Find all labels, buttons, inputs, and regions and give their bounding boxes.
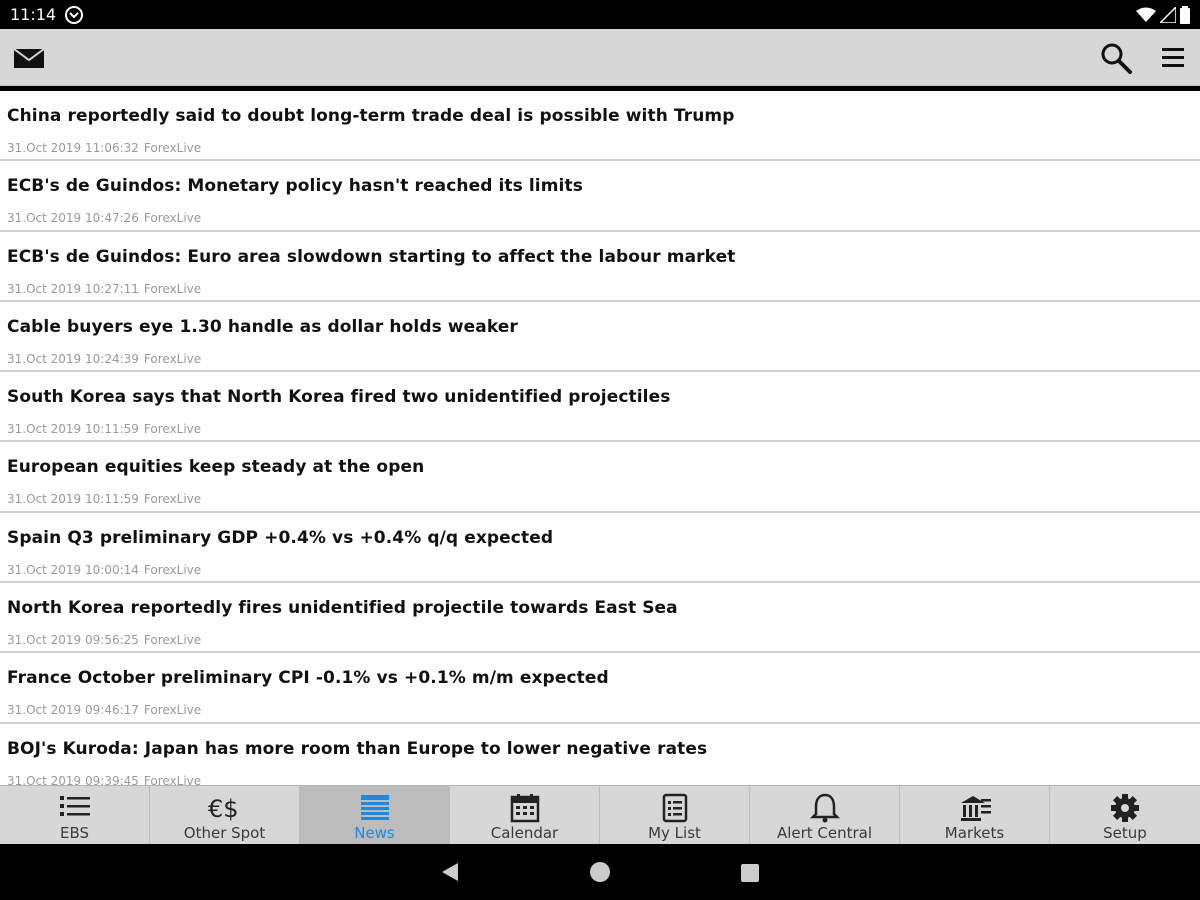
markets-icon [958,793,992,823]
news-title: European equities keep steady at the open [7,457,425,478]
news-meta [7,211,201,225]
news-source: ForexLive [143,281,202,296]
search-icon[interactable] [1100,42,1132,74]
news-time: 31.Oct 2019 10:11:59 [7,422,139,437]
news-item[interactable] [0,372,1200,442]
news-title: ECB's de Guindos: Monetary policy hasn't reached its limits [7,176,583,197]
menu-icon[interactable] [1160,44,1186,70]
news-time: 31.Oct 2019 09:46:17 [7,703,139,718]
wifi-icon [1136,7,1156,23]
tab-ebs[interactable] [0,786,150,844]
news-time: 31.Oct 2019 11:06:32 [7,141,139,155]
news-meta [7,352,201,366]
news-item[interactable] [0,442,1200,512]
news-source: ForexLive [143,492,202,507]
euro-dollar-icon [208,793,242,823]
tab-label: Markets [944,824,1005,842]
news-source: ForexLive [143,773,202,785]
app-bar [0,29,1200,86]
news-title: Spain Q3 preliminary GDP +0.4% vs +0.4% q/q expected [7,527,554,548]
tab-label: My List [648,824,701,842]
news-title: France October preliminary CPI -0.1% vs +0.1% m/m expected [7,668,609,689]
tab-label: Other Spot [183,824,266,842]
news-source: ForexLive [143,562,202,577]
news-item[interactable] [0,91,1200,161]
news-source: ForexLive [143,422,202,437]
gear-icon [1108,793,1142,823]
news-time: 31.Oct 2019 10:00:14 [7,562,139,577]
tab-label: News [354,824,395,842]
tab-label: Calendar [490,824,559,842]
my-list-icon [658,793,692,823]
tab-label: Setup [1103,824,1147,842]
signal-icon [1160,7,1176,23]
news-list [0,91,1200,785]
tab-label: EBS [59,824,90,842]
recents-icon[interactable] [741,864,759,882]
tab-news[interactable] [300,786,450,844]
news-time: 31.Oct 2019 09:39:45 [7,773,139,785]
news-item[interactable] [0,232,1200,302]
tab-calendar[interactable] [450,786,600,844]
svg-text:€$: €$ [207,795,239,823]
status-time: 11:14 [10,5,57,24]
back-icon[interactable] [440,862,460,882]
list-icon [58,793,92,823]
news-meta [7,141,201,155]
news-item[interactable] [0,513,1200,583]
news-item[interactable] [0,724,1200,785]
news-time: 31.Oct 2019 10:27:11 [7,281,139,296]
tab-alert-central[interactable] [750,786,900,844]
tab-label: Alert Central [776,824,873,842]
news-item[interactable] [0,583,1200,653]
tab-markets[interactable] [900,786,1050,844]
news-source: ForexLive [143,141,202,155]
tab-other-spot[interactable] [150,786,300,844]
news-meta [7,703,201,717]
news-item[interactable] [0,161,1200,231]
news-icon [358,793,392,823]
battery-icon [1180,6,1190,24]
news-title: South Korea says that North Korea fired two unidentified projectiles [7,387,671,408]
do-not-disturb-icon [64,5,84,25]
home-icon[interactable] [590,862,610,882]
news-meta [7,774,201,785]
bottom-tab-bar [0,785,1200,844]
news-time: 31.Oct 2019 10:24:39 [7,351,139,366]
news-meta [7,282,201,296]
news-title: North Korea reportedly fires unidentified projectile towards East Sea [7,598,678,619]
news-item[interactable] [0,653,1200,723]
calendar-icon [508,793,542,823]
news-meta [7,633,201,647]
news-time: 31.Oct 2019 09:56:25 [7,633,139,648]
news-title: China reportedly said to doubt long-term trade deal is possible with Trump [7,106,735,126]
news-source: ForexLive [143,633,202,648]
news-meta [7,492,201,506]
status-bar [0,0,1200,29]
news-meta [7,422,201,436]
status-right [1136,5,1190,25]
tab-setup[interactable] [1050,786,1200,844]
mail-icon[interactable] [13,46,45,70]
news-title: ECB's de Guindos: Euro area slowdown starting to affect the labour market [7,246,736,267]
news-time: 31.Oct 2019 10:47:26 [7,211,139,226]
news-meta [7,563,201,577]
news-source: ForexLive [143,211,202,226]
bell-icon [808,793,842,823]
news-item[interactable] [0,302,1200,372]
news-time: 31.Oct 2019 10:11:59 [7,492,139,507]
news-source: ForexLive [143,351,202,366]
news-title: BOJ's Kuroda: Japan has more room than Europe to lower negative rates [7,738,708,759]
news-source: ForexLive [143,703,202,718]
news-title: Cable buyers eye 1.30 handle as dollar holds weaker [7,316,518,337]
tab-my-list[interactable] [600,786,750,844]
